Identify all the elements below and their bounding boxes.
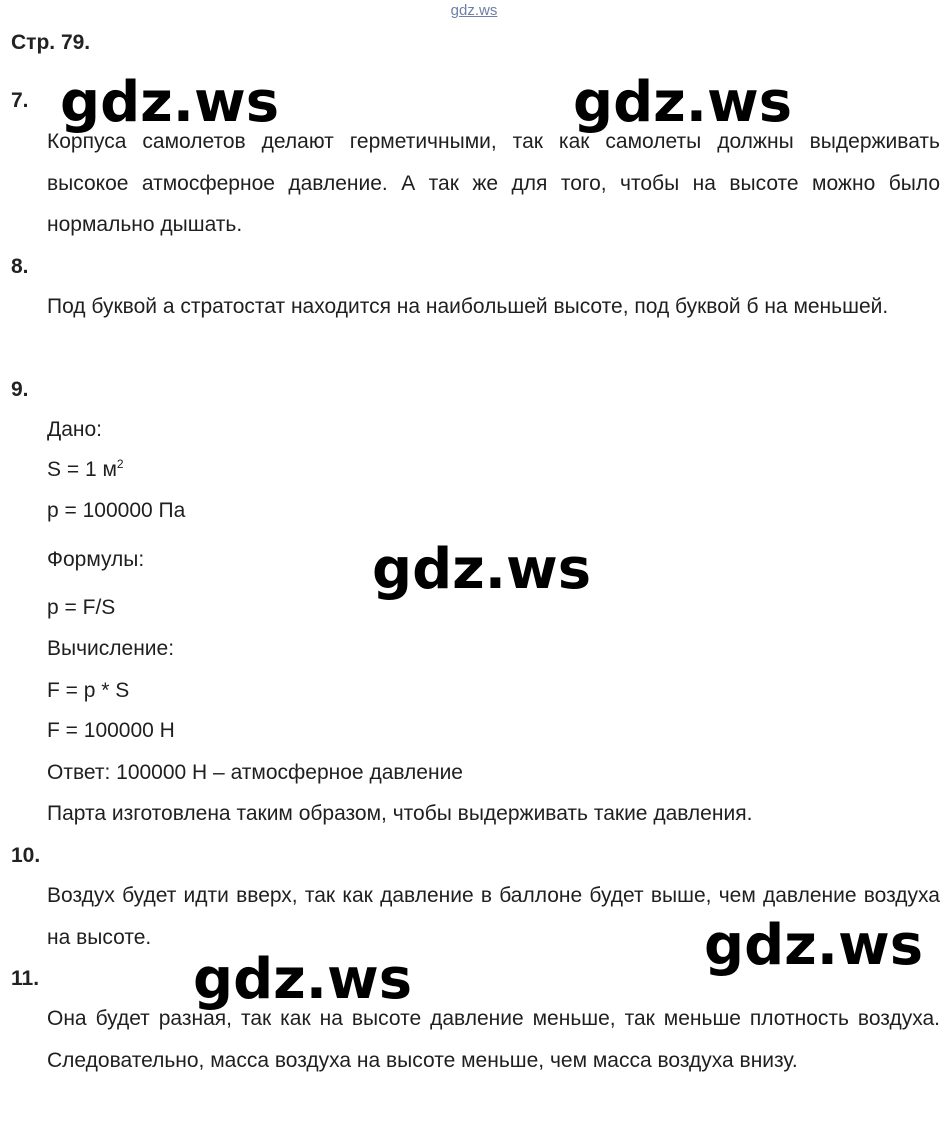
formulas-label: Формулы: <box>47 548 145 571</box>
answer: Ответ: 100000 Н – атмосферное давление <box>47 761 463 784</box>
calc-step-1: F = p * S <box>47 679 130 702</box>
task-11-number: 11. <box>11 967 40 990</box>
task-7-number: 7. <box>11 89 29 112</box>
task-10-text: Воздух будет идти вверх, так как давление в баллоне будет выше, чем давление воздуха на высоте. <box>47 884 940 949</box>
site-mark-link[interactable]: gdz.ws <box>450 2 498 19</box>
task-10-number: 10. <box>11 844 41 867</box>
given-pressure: p = 100000 Па <box>47 499 186 522</box>
task-7-text: Корпуса самолетов делают герметичными, так как самолеты должны выдерживать высокое атмосферное давление. А так же для того, чтобы на высоте можно было нормально дышать. <box>47 130 940 236</box>
area-exponent: 2 <box>116 457 124 471</box>
watermark-logo: gdz.ws <box>372 537 592 602</box>
page-heading: Стр. 79. <box>11 31 91 54</box>
task-9-note: Парта изготовлена таким образом, чтобы выдерживать такие давления. <box>47 802 753 825</box>
task-11-text: Она будет разная, так как на высоте давление меньше, так меньше плотность воздуха. Следовательно, масса воздуха на высоте меньше, чем масса воздуха внизу. <box>47 1007 940 1072</box>
watermark-logo: gdz.ws <box>573 70 793 135</box>
area-value: S = 1 м <box>47 458 117 481</box>
task-8-number: 8. <box>11 255 29 278</box>
watermark-logo: gdz.ws <box>704 913 924 978</box>
task-9-number: 9. <box>11 378 29 401</box>
given-label: Дано: <box>47 418 103 441</box>
given-area <box>47 458 124 482</box>
watermark-logo: gdz.ws <box>193 947 413 1012</box>
calc-label: Вычисление: <box>47 637 175 660</box>
task-8-text: Под буквой а стратостат находится на наибольшей высоте, под буквой б на меньшей. <box>47 295 889 318</box>
watermark-logo: gdz.ws <box>60 70 280 135</box>
calc-step-2: F = 100000 Н <box>47 719 175 742</box>
formula: p = F/S <box>47 596 116 619</box>
